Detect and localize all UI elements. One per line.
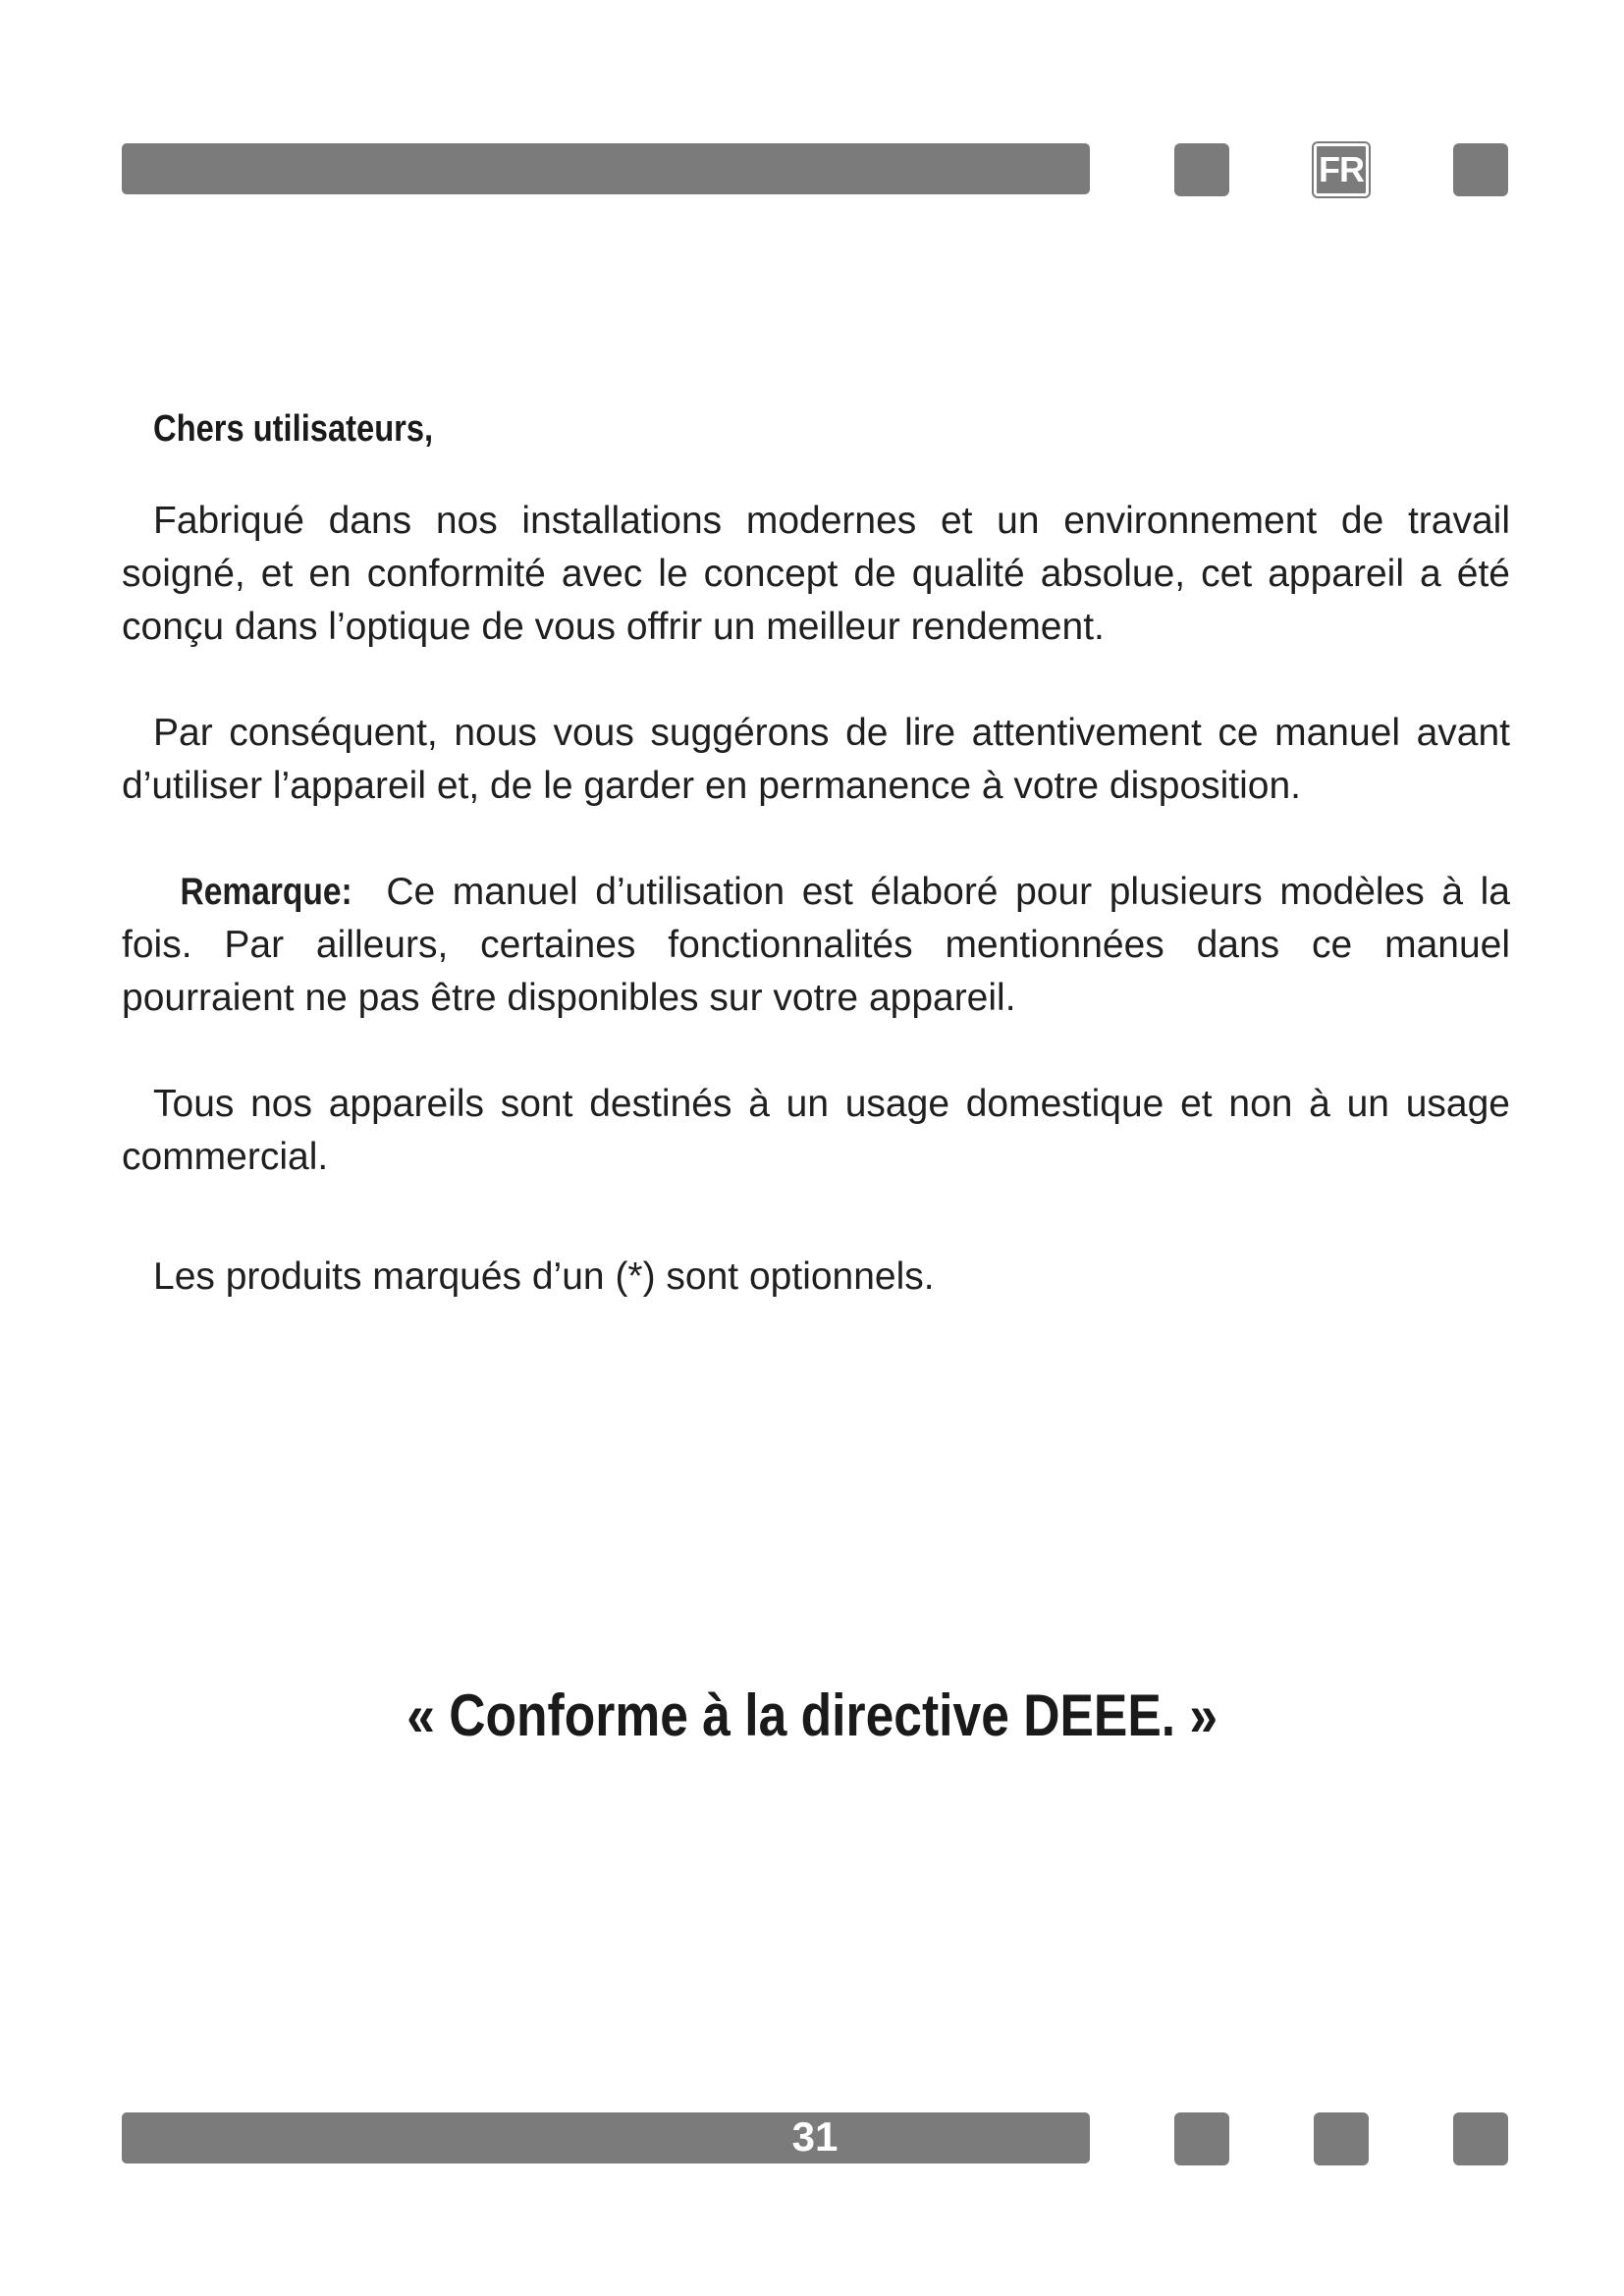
footer-bar (122, 2112, 1090, 2163)
header-bar (122, 143, 1090, 194)
weee-directive-statement (0, 1677, 1624, 1755)
header-square-1 (1174, 143, 1229, 196)
footer-square-2 (1314, 2112, 1369, 2165)
document-body (122, 402, 1510, 1357)
remark-label: Remarque: (180, 871, 352, 913)
header-square-3 (1453, 143, 1508, 196)
language-badge: FR (1314, 143, 1369, 196)
footer-square-1 (1174, 2112, 1229, 2165)
greeting-heading: Chers utilisateurs, (153, 408, 434, 450)
footer-square-3 (1453, 2112, 1508, 2165)
manual-advice-paragraph: Par conséquent, nous vous suggérons de lire attentivement ce manuel avant d’utiliser l’appareil et, de le garder en permanence à votre disposition. (122, 712, 1510, 807)
usage-note-paragraph: Tous nos appareils sont destinés à un usage domestique et non à un usage commercial. (122, 1083, 1510, 1178)
remark-text: Ce manuel d’utilisation est élaboré pour plusieurs modèles à la fois. Par ailleurs, certaines fonctionnalités mentionnées dans ce manuel pourraient ne pas être disponibles sur votre appareil. (122, 871, 1510, 1019)
directive-text: « Conforme à la directive DEEE. » (406, 1682, 1218, 1748)
page-number: 31 (791, 2113, 839, 2160)
intro-paragraph: Fabriqué dans nos installations modernes et un environnement de travail soigné, et en conformité avec le concept de qualité absolue, cet appareil a été conçu dans l’optique de vous offrir un meilleur rendement. (122, 500, 1510, 648)
remark-paragraph (122, 866, 1510, 1025)
optional-note-paragraph: Les produits marqués d’un (*) sont optionnels. (153, 1255, 935, 1298)
